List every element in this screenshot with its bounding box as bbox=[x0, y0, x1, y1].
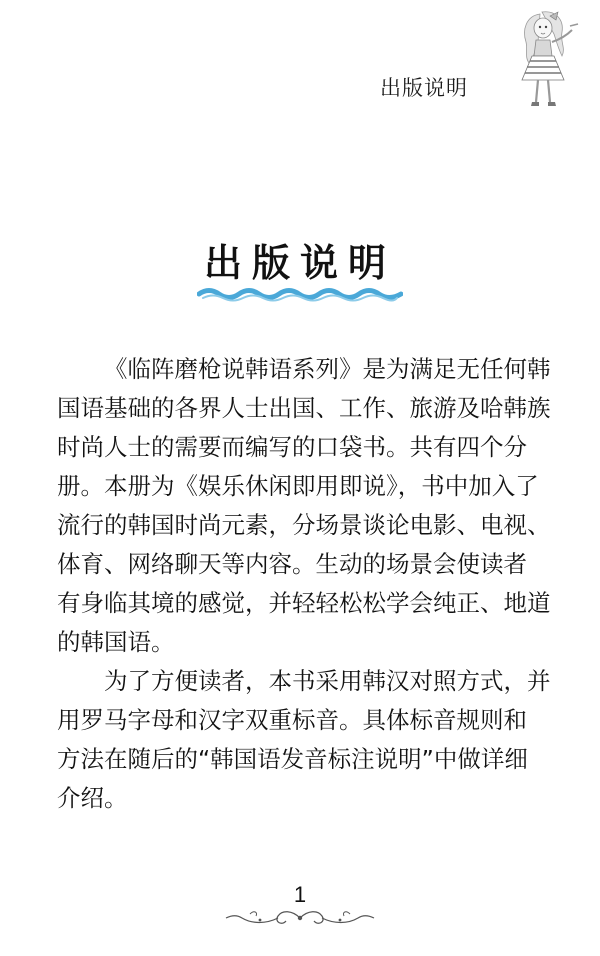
text-line: 流行的韩国时尚元素，分场景谈论电影、电视、 bbox=[57, 511, 551, 539]
page-title: 出版说明 bbox=[203, 241, 396, 285]
text-line: 方法在随后的“韩国语发音标注说明”中做详细 bbox=[57, 745, 528, 773]
page-number: 1 bbox=[293, 882, 307, 907]
paragraph-1 bbox=[57, 350, 557, 662]
text-line: 用罗马字母和汉字双重标音。具体标音规则和 bbox=[57, 706, 527, 734]
text-line: 的韩国语。 bbox=[57, 628, 175, 656]
footer-flourish-icon bbox=[220, 906, 380, 930]
text-line: 介绍。 bbox=[57, 784, 128, 812]
paragraph-2 bbox=[57, 662, 557, 818]
text-line: 体育、网络聊天等内容。生动的场景会使读者 bbox=[57, 550, 527, 578]
girl-illustration-icon bbox=[512, 8, 582, 110]
body-text bbox=[57, 350, 557, 818]
text-line: 国语基础的各界人士出国、工作、旅游及哈韩族 bbox=[57, 394, 551, 422]
running-header-title: 出版说明 bbox=[380, 76, 468, 100]
title-underline-wave-icon bbox=[197, 284, 403, 304]
text-line: 有身临其境的感觉，并轻轻松松学会纯正、地道 bbox=[57, 589, 551, 617]
text-line: 册。本册为《娱乐休闲即用即说》，书中加入了 bbox=[57, 472, 539, 500]
text-line: 《临阵磨枪说韩语系列》是为满足无任何韩 bbox=[104, 355, 551, 383]
text-line: 为了方便读者，本书采用韩汉对照方式，并 bbox=[104, 667, 551, 695]
text-line: 时尚人士的需要而编写的口袋书。共有四个分 bbox=[57, 433, 527, 461]
